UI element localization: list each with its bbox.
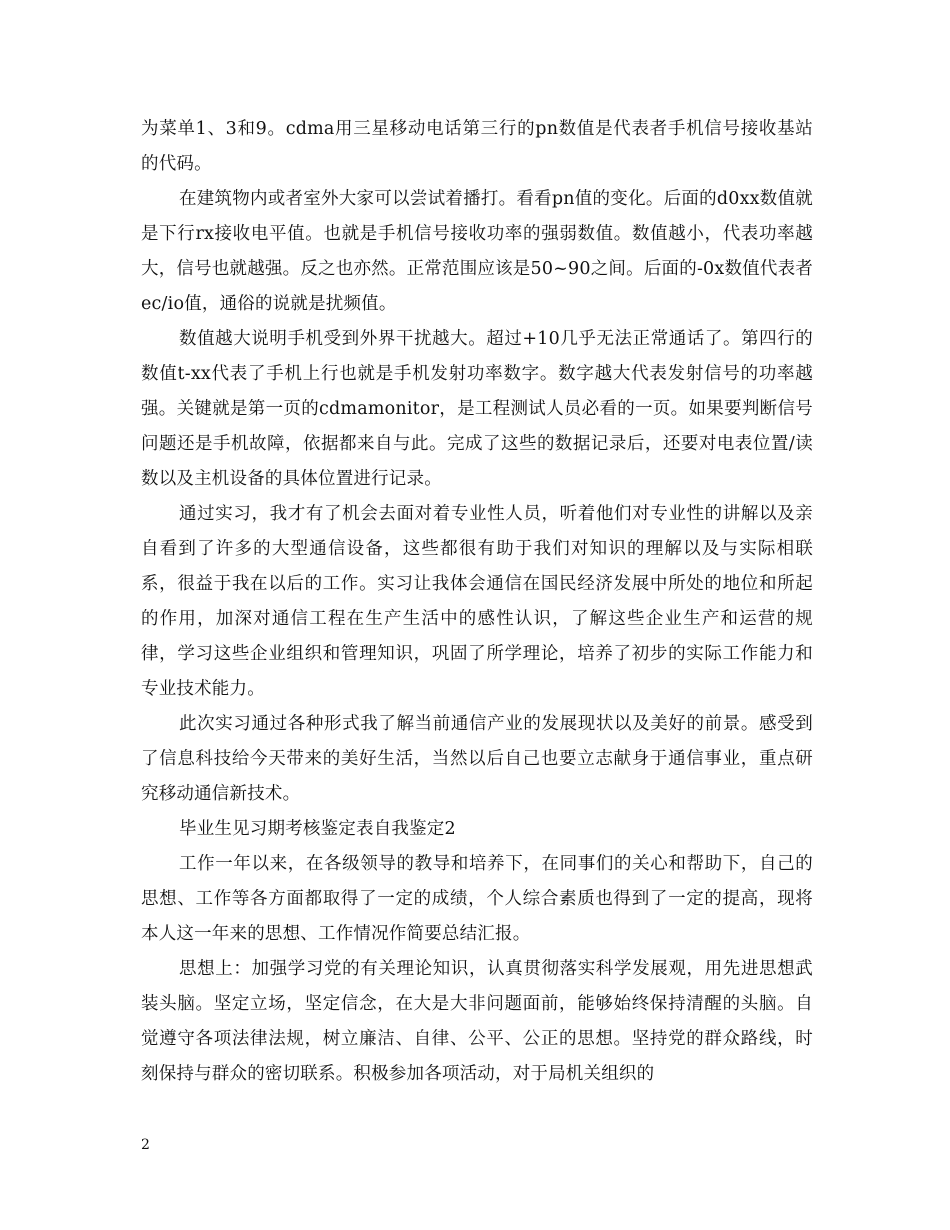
paragraph-5: 此次实习通过各种形式我了解当前通信产业的发展现状以及美好的前景。感受到了信息科技给今天带来的美好生活，当然以后自己也要立志献身于通信事业，重点研究移动通信新技术。 — [141, 714, 813, 804]
paragraph-4: 通过实习，我才有了机会去面对着专业性人员，听着他们对专业性的讲解以及亲自看到了许多的大型通信设备，这些都很有助于我们对知识的理解以及与实际相联系，很益于我在以后的工作。实习让我体会通信在国民经济发展中所处的地位和所起的作用，加深对通信工程在生产生活中的感性认识，了解这些企业生产和运营的规律，学习这些企业组织和管理知识，巩固了所学理论，培养了初步的实际工作能力和专业技术能力。 — [141, 504, 813, 699]
paragraph-6: 工作一年以来，在各级领导的教导和培养下，在同事们的关心和帮助下，自己的思想、工作等各方面都取得了一定的成绩，个人综合素质也得到了一定的提高，现将本人这一年来的思想、工作情况作简要总结汇报。 — [141, 854, 813, 944]
paragraph-1: 为菜单1、3和9。cdma用三星移动电话第三行的pn数值是代表者手机信号接收基站的代码。 — [141, 119, 813, 174]
paragraph-7: 思想上：加强学习党的有关理论知识，认真贯彻落实科学发展观，用先进思想武装头脑。坚定立场，坚定信念，在大是大非问题面前，能够始终保持清醒的头脑。自觉遵守各项法律法规，树立廉洁、自律、公平、公正的思想。坚持党的群众路线，时刻保持与群众的密切联系。积极参加各项活动，对于局机关组织的 — [141, 959, 813, 1084]
paragraph-2: 在建筑物内或者室外大家可以尝试着播打。看看pn值的变化。后面的d0xx数值就是下行rx接收电平值。也就是手机信号接收功率的强弱数值。数值越小，代表功率越大，信号也就越强。反之也亦然。正常范围应该是50~90之间。后面的-0x数值代表者ec/io值，通俗的说就是扰频值。 — [141, 189, 813, 314]
paragraph-3: 数值越大说明手机受到外界干扰越大。超过+10几乎无法正常通话了。第四行的数值t-xx代表了手机上行也就是手机发射功率数字。数字越大代表发射信号的功率越强。关键就是第一页的cdmamonitor，是工程测试人员必看的一页。如果要判断信号问题还是手机故障，依据都来自与此。完成了这些的数据记录后，还要对电表位置/读数以及主机设备的具体位置进行记录。 — [141, 329, 813, 489]
body-text — [141, 112, 813, 1092]
page-number: 2 — [141, 1137, 150, 1153]
section-heading: 毕业生见习期考核鉴定表自我鉴定2 — [179, 819, 456, 839]
